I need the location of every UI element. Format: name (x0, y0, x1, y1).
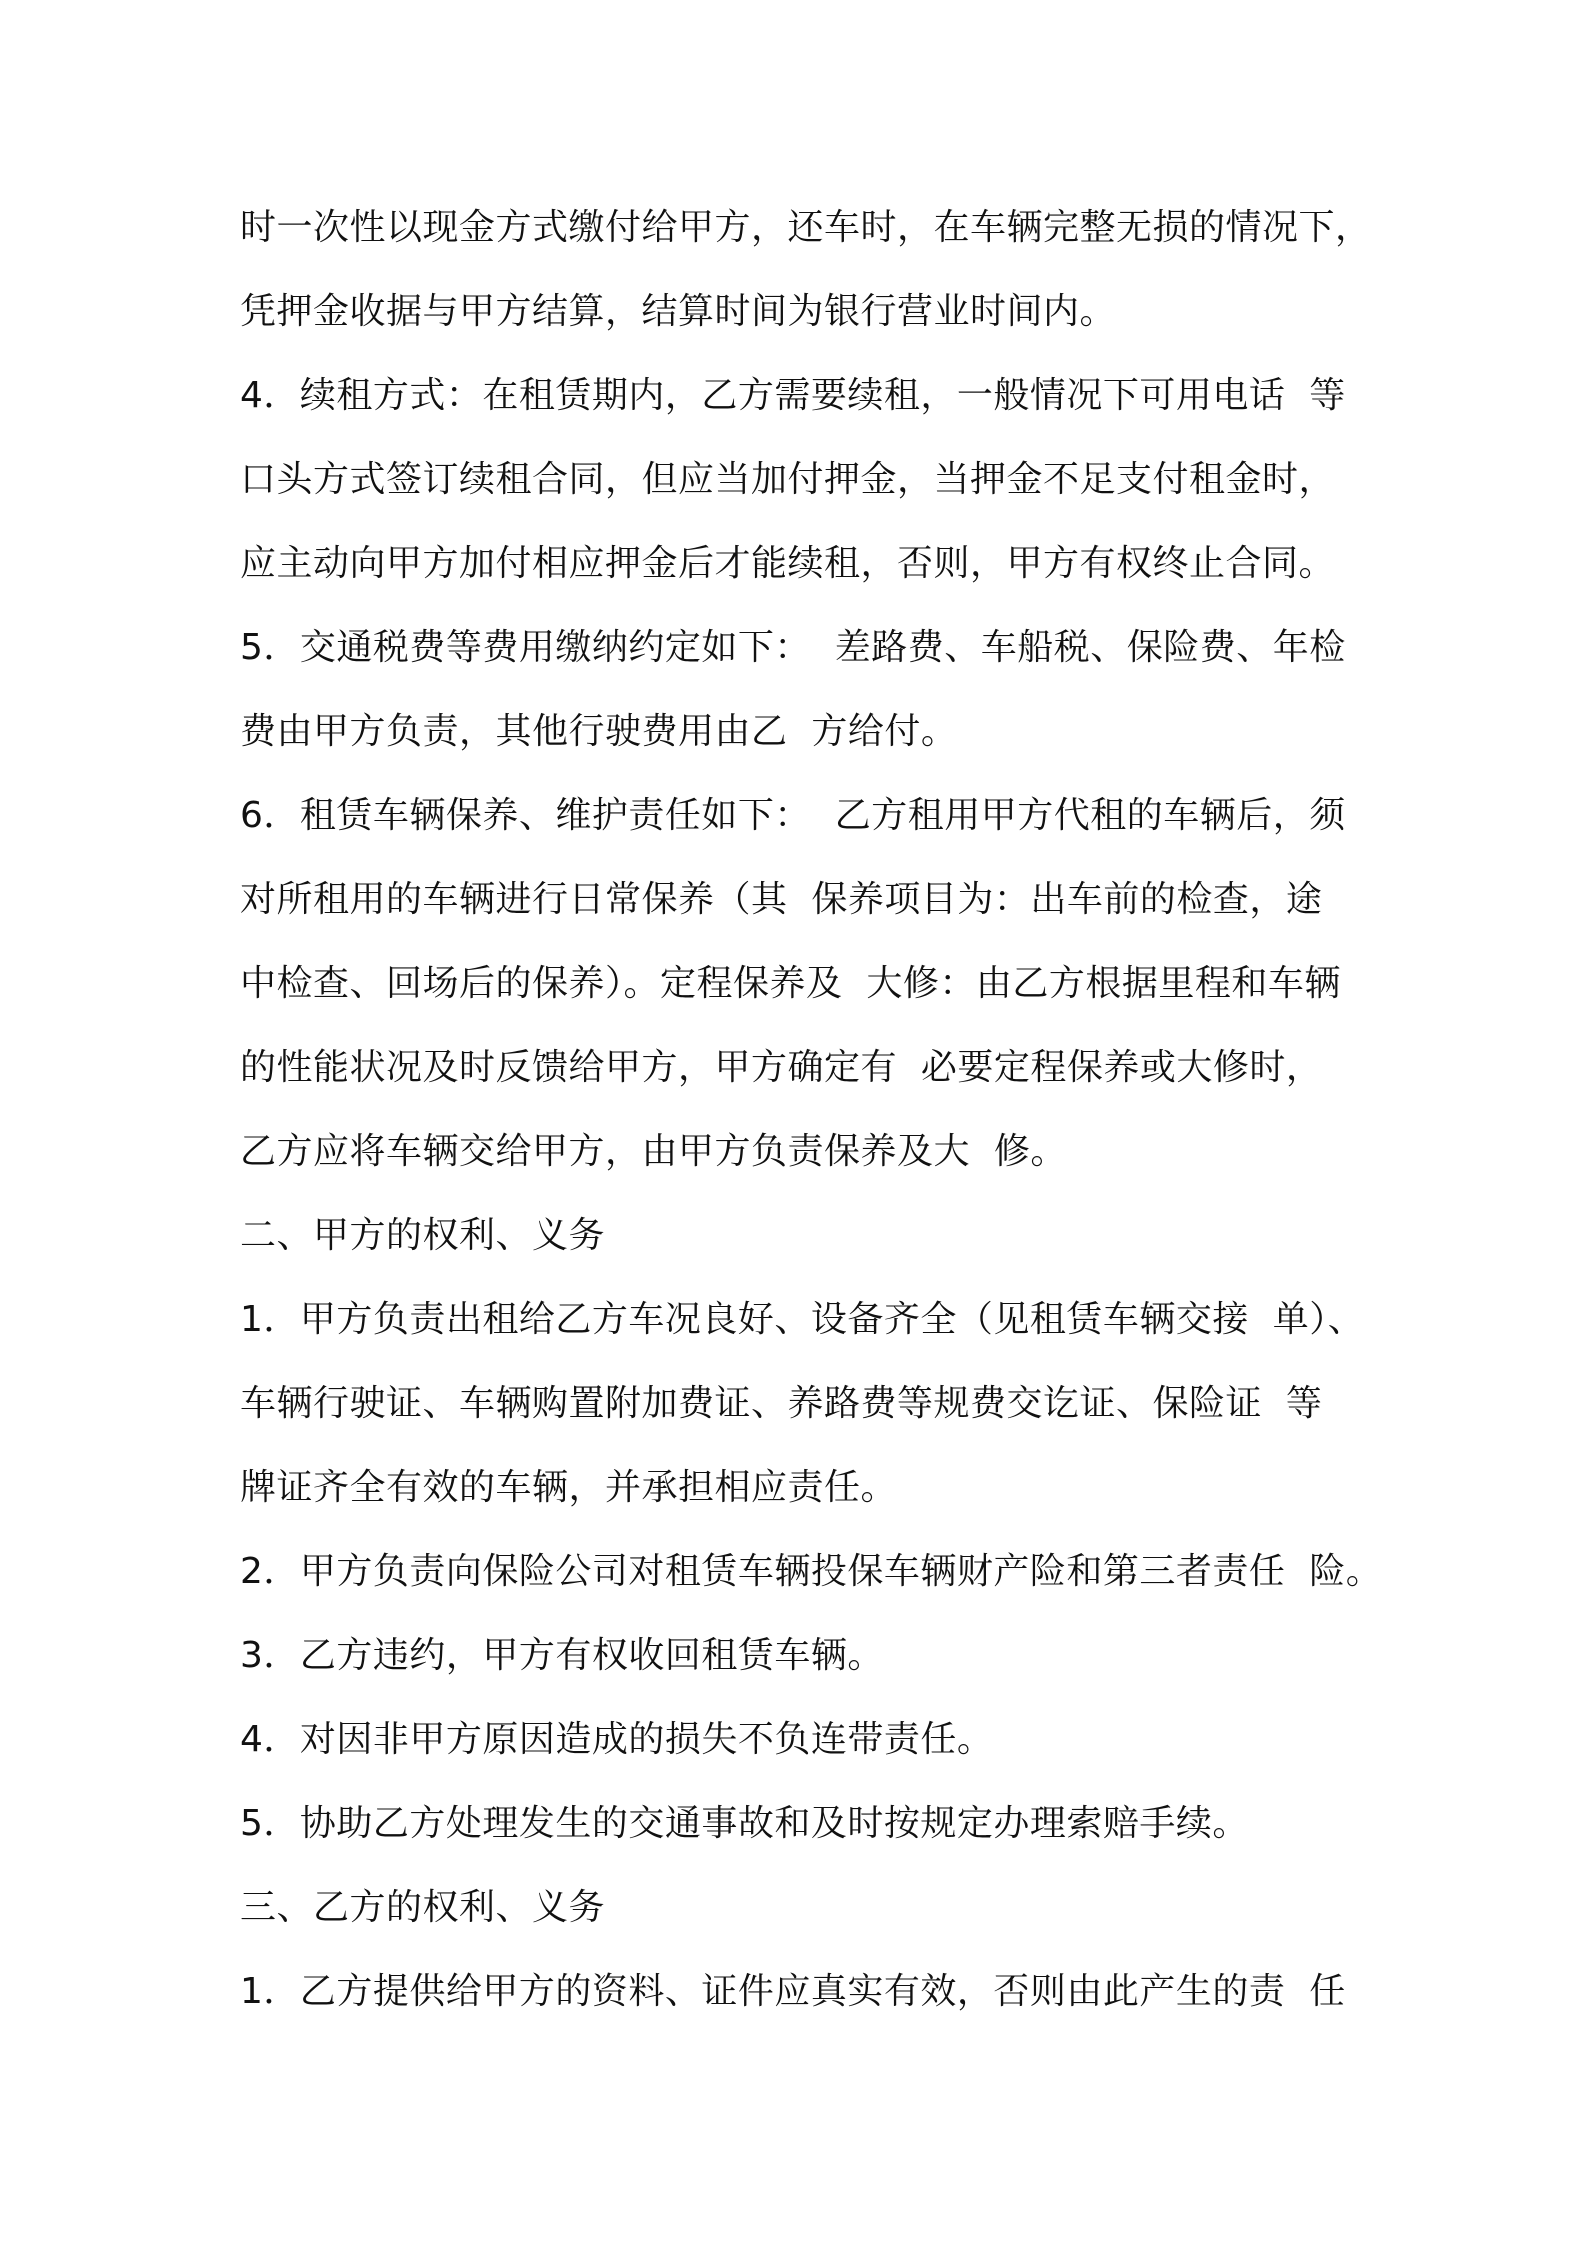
paragraph-line: 1．甲方负责出租给乙方车况良好、设备齐全（见租赁车辆交接 单）、 (240, 1299, 1365, 1340)
paragraph-line: 车辆行驶证、车辆购置附加费证、养路费等规费交讫证、保险证 等 (240, 1383, 1323, 1424)
paragraph-line: 4．对因非甲方原因造成的损失不负连带责任。 (240, 1719, 994, 1760)
section-heading: 三、乙方的权利、义务 (240, 1887, 606, 1928)
paragraph-line: 4．续租方式：在租赁期内，乙方需要续租，一般情况下可用电话 等 (240, 375, 1346, 416)
paragraph-line: 1．乙方提供给甲方的资料、证件应真实有效，否则由此产生的责 任 (240, 1971, 1346, 2012)
paragraph-line: 费由甲方负责，其他行驶费用由乙 方给付。 (240, 711, 958, 752)
paragraph-line: 5．交通税费等费用缴纳约定如下： 差路费、车船税、保险费、年检 (240, 627, 1346, 668)
paragraph-line: 2．甲方负责向保险公司对租赁车辆投保车辆财产险和第三者责任 险。 (240, 1551, 1383, 1592)
paragraph-line: 6．租赁车辆保养、维护责任如下： 乙方租用甲方代租的车辆后，须 (240, 795, 1346, 836)
paragraph-line: 牌证齐全有效的车辆，并承担相应责任。 (240, 1467, 898, 1508)
paragraph-line: 对所租用的车辆进行日常保养（其 保养项目为：出车前的检查，途 (240, 879, 1323, 920)
paragraph-line: 凭押金收据与甲方结算，结算时间为银行营业时间内。 (240, 291, 1117, 332)
paragraph-line: 中检查、回场后的保养）。定程保养及 大修：由乙方根据里程和车辆 (240, 963, 1341, 1004)
paragraph-line: 5．协助乙方处理发生的交通事故和及时按规定办理索赔手续。 (240, 1803, 1249, 1844)
paragraph-line: 乙方应将车辆交给甲方，由甲方负责保养及大 修。 (240, 1131, 1067, 1172)
section-heading: 二、甲方的权利、义务 (240, 1215, 606, 1256)
paragraph-line: 的性能状况及时反馈给甲方，甲方确定有 必要定程保养或大修时， (240, 1047, 1323, 1088)
paragraph-line: 口头方式签订续租合同，但应当加付押金，当押金不足支付租金时， (240, 459, 1336, 500)
paragraph-line: 应主动向甲方加付相应押金后才能续租，否则，甲方有权终止合同。 (240, 543, 1336, 584)
paragraph-line: 时一次性以现金方式缴付给甲方，还车时，在车辆完整无损的情况下， (240, 207, 1372, 248)
paragraph-line: 3．乙方违约，甲方有权收回租赁车辆。 (240, 1635, 884, 1676)
